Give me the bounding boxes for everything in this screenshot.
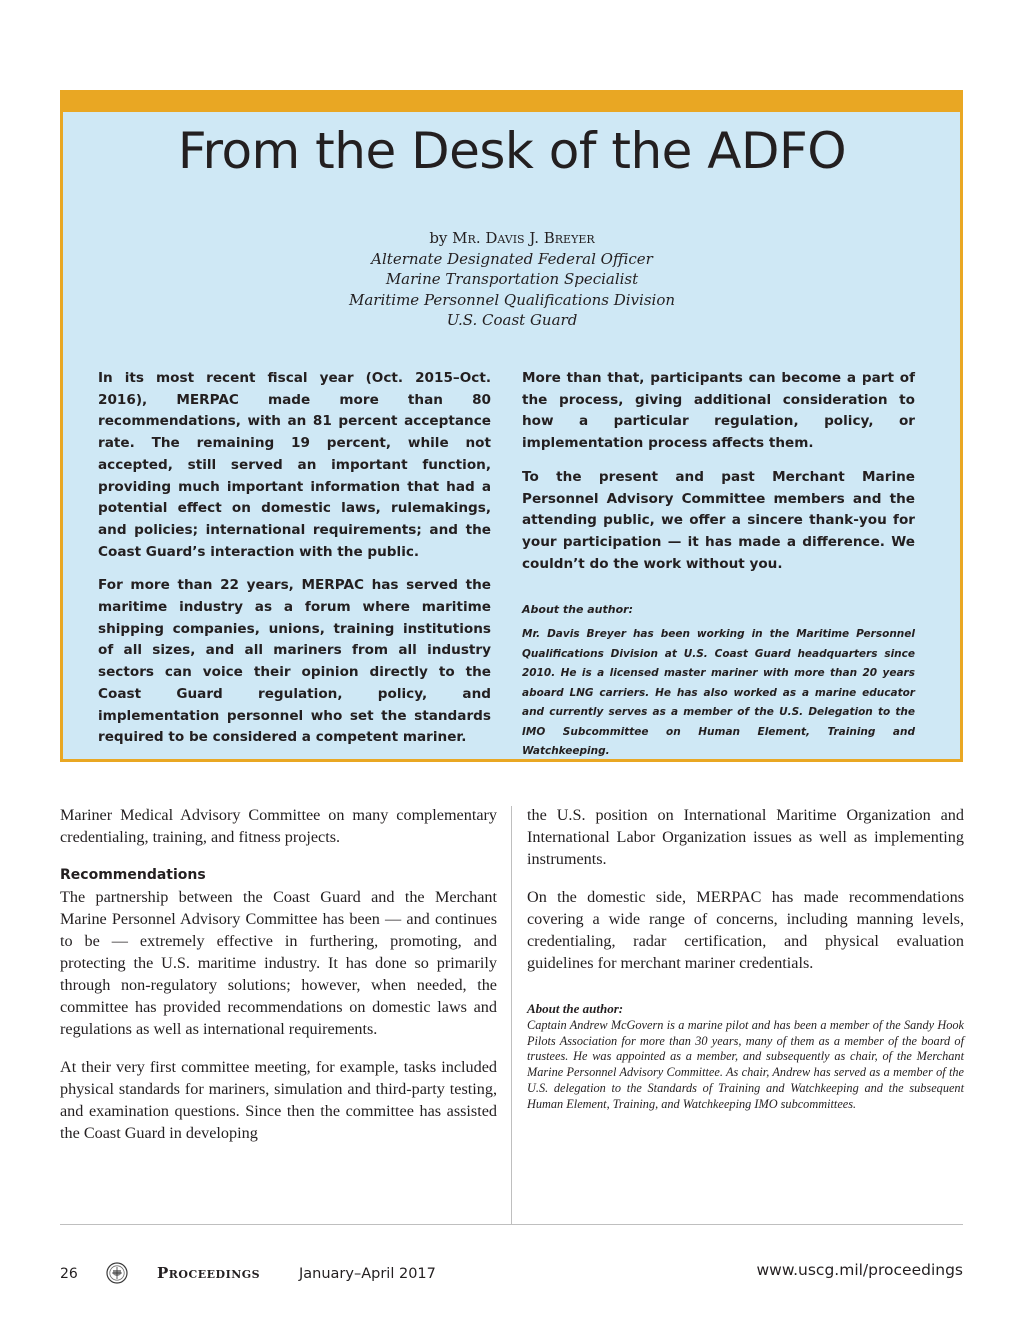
article-right-column bbox=[527, 804, 964, 1112]
column-divider bbox=[511, 806, 512, 1224]
about-author-text: Captain Andrew McGovern is a marine pilot and has been a member of the Sandy Hook Pilots Association for more than 30 years, many of them as a member of the board of trustees. He was appointed as a member, and subsequently as chair, of the Merchant Marine Personnel Advisory Committee. As chair, Andrew has served as a member of the U.S. delegation to the Standards of Training and Watchkeeping and the subsequent Human Element, Training, and Watchkeeping IMO subcommittees. bbox=[527, 1018, 964, 1111]
sidebar-paragraph: More than that, participants can become a part of the process, giving additional consideration to how a particular regulation, policy, or implementation process affects them. bbox=[522, 370, 915, 452]
coast-guard-seal-icon bbox=[106, 1262, 128, 1284]
byline-author: Mr. Davis J. Breyer bbox=[452, 229, 595, 247]
website-url[interactable]: www.uscg.mil/proceedings bbox=[756, 1261, 963, 1279]
article-paragraph: At their very first committee meeting, for example, tasks included physical standards for mariners, simulation and third-party testing, and examination questions. Since then the committee has assisted the Coast Guard in developing bbox=[60, 1058, 497, 1142]
article-left-column bbox=[60, 804, 497, 1160]
article-paragraph: Mariner Medical Advisory Committee on many complementary credentialing, training, and fitness projects. bbox=[60, 806, 497, 846]
about-author-heading: About the author: bbox=[522, 603, 633, 617]
article-title: From the Desk of the ADFO bbox=[177, 122, 847, 180]
about-author-heading: About the author: bbox=[527, 1001, 624, 1016]
section-heading: Recommendations bbox=[60, 867, 206, 883]
byline-role: Maritime Personnel Qualifications Division bbox=[348, 290, 676, 309]
issue-date: January–April 2017 bbox=[299, 1266, 436, 1282]
byline-role: Alternate Designated Federal Officer bbox=[371, 249, 653, 268]
sidebar-paragraph: In its most recent fiscal year (Oct. 2015–Oct. 2016), MERPAC made more than 80 recommendations, with an 81 percent acceptance rate. The remaining 19 percent, while not accepted, still served an important function, providing much important information that had a potential effect on domestic laws, rulemakings, and policies; international requirements; and the Coast Guard’s interaction with the public. bbox=[98, 370, 491, 560]
byline bbox=[0, 228, 1024, 331]
footer-rule bbox=[60, 1224, 963, 1225]
article-paragraph: The partnership between the Coast Guard and the Merchant Marine Personnel Advisory Committee has been — and continues to be — extremely effective in furthering, promoting, and protecting the U.S. maritime industry. It has done so primarily through non-regulatory solutions; however, when needed, the committee has provided recommendations on domestic laws and regulations as well as international requirements. bbox=[60, 888, 497, 1038]
byline-role: Marine Transportation Specialist bbox=[385, 270, 639, 288]
sidebar-paragraph: To the present and past Merchant Marine Personnel Advisory Committee members and the attending public, we offer a sincere thank-you for your participation — it has made a difference. We couldn’t do the work without you. bbox=[522, 468, 915, 572]
article-paragraph: the U.S. position on International Maritime Organization and International Labor Organization issues as well as implementing instruments. bbox=[527, 806, 964, 868]
article-paragraph: On the domestic side, MERPAC has made recommendations covering a wide range of concerns, including manning levels, credentialing, radar certification, and physical evaluation guidelines for merchant mariner credentials. bbox=[527, 888, 964, 972]
page-number: 26 bbox=[60, 1266, 78, 1282]
sidebar-paragraph: For more than 22 years, MERPAC has served the maritime industry as a forum where maritime shipping companies, unions, training institutions of all sizes, and all mariners from all industry sectors can voice their opinion directly to the Coast Guard regulation, policy, and implementation personnel who set the standards required to be considered a competent mariner. bbox=[98, 577, 491, 746]
sidebar-right-column bbox=[522, 368, 915, 762]
about-author-text: Mr. Davis Breyer has been working in the Maritime Personnel Qualifications Division at U.S. Coast Guard headquarters since 2010. He is a licensed master mariner with more than 20 years aboard LNG carriers. He has also worked as a marine educator and currently serves as a member of the U.S. Delegation to the IMO Subcommittee on Human Element, Training and Watchkeeping. bbox=[522, 628, 915, 758]
byline-role: U.S. Coast Guard bbox=[446, 311, 578, 329]
publication-name: Proceedings bbox=[157, 1264, 261, 1282]
sidebar-left-column bbox=[98, 368, 491, 761]
byline-prefix: by bbox=[429, 229, 453, 247]
